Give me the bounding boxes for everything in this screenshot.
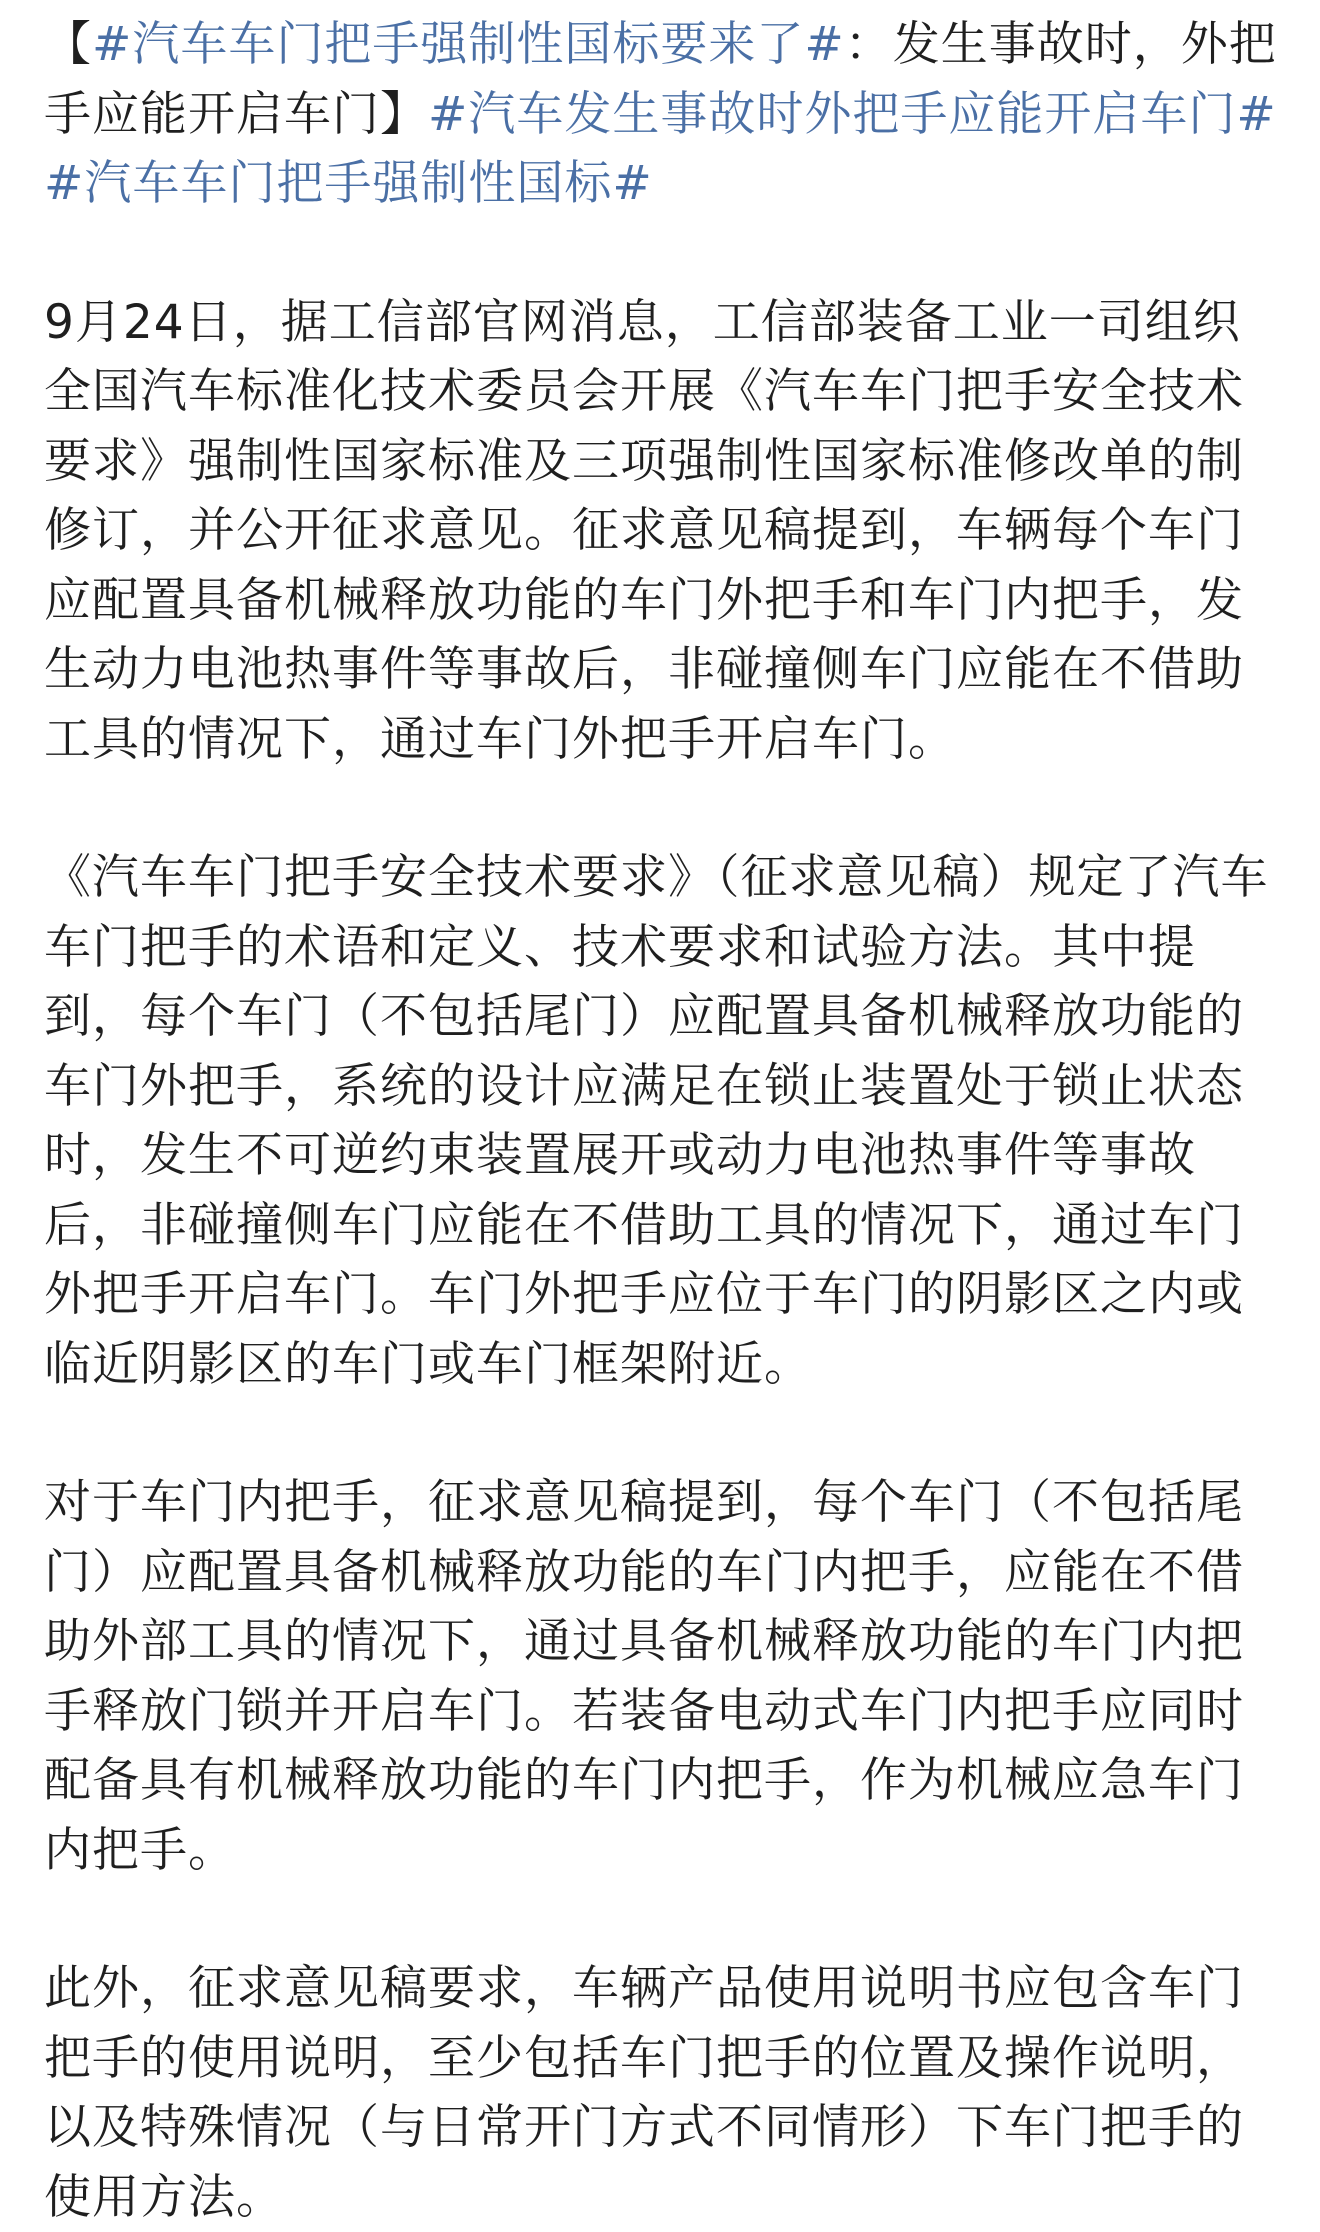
headline-open-bracket: 【 — [44, 17, 92, 72]
paragraph-outer-handle-requirements: 《汽车车门把手安全技术要求》（征求意见稿）规定了汽车车门把手的术语和定义、技术要求和试验方法。其中提到，每个车门（不包括尾门）应配置具备机械释放功能的车门外把手，系统的设计应满足在锁止装置处于锁止状态时，发生不可逆约束装置展开或动力电池热事件等事故后，非碰撞侧车门应能在不借助工具的情况下，通过车门外把手开启车门。车门外把手应位于车门的阴影区之内或临近阴影区的车门或车门框架附近。 — [44, 850, 1269, 1392]
topic-tag-outer-handle-open-door[interactable]: #汽车发生事故时外把手应能开启车门# — [428, 86, 1277, 142]
topic-tag-door-handle-national-standard[interactable]: #汽车车门把手强制性国标# — [44, 156, 653, 211]
paragraph-user-manual-requirements: 此外，征求意见稿要求，车辆产品使用说明书应包含车门把手的使用说明，至少包括车门把手的位置及操作说明，以及特殊情况（与日常开门方式不同情形）下车门把手的使用方法。 — [44, 1961, 1244, 2225]
headline-close-bracket: 】 — [380, 86, 428, 142]
topic-tag-door-handle-standard-coming[interactable]: #汽车车门把手强制性国标要来了# — [92, 17, 845, 72]
post-content — [44, 10, 1284, 2232]
post-headline — [44, 10, 1284, 219]
paragraph-announcement: 9月24日，据工信部官网消息，工信部装备工业一司组织全国汽车标准化技术委员会开展《汽车车门把手安全技术要求》强制性国家标准及三项强制性国家标准修改单的制修订，并公开征求意见。征求意见稿提到，车辆每个车门应配置具备机械释放功能的车门外把手和车门内把手，发生动力电池热事件等事故后，非碰撞侧车门应能在不借助工具的情况下，通过车门外把手开启车门。 — [44, 294, 1244, 767]
paragraph-inner-handle-requirements: 对于车门内把手，征求意见稿提到，每个车门（不包括尾门）应配置具备机械释放功能的车门内把手，应能在不借助外部工具的情况下，通过具备机械释放功能的车门内把手释放门锁并开启车门。若装备电动式车门内把手应同时配备具有机械释放功能的车门内把手，作为机械应急车门内把手。 — [44, 1475, 1244, 1878]
headline-text: ：发生事故时，外把手应能开启车门 — [44, 17, 1277, 142]
